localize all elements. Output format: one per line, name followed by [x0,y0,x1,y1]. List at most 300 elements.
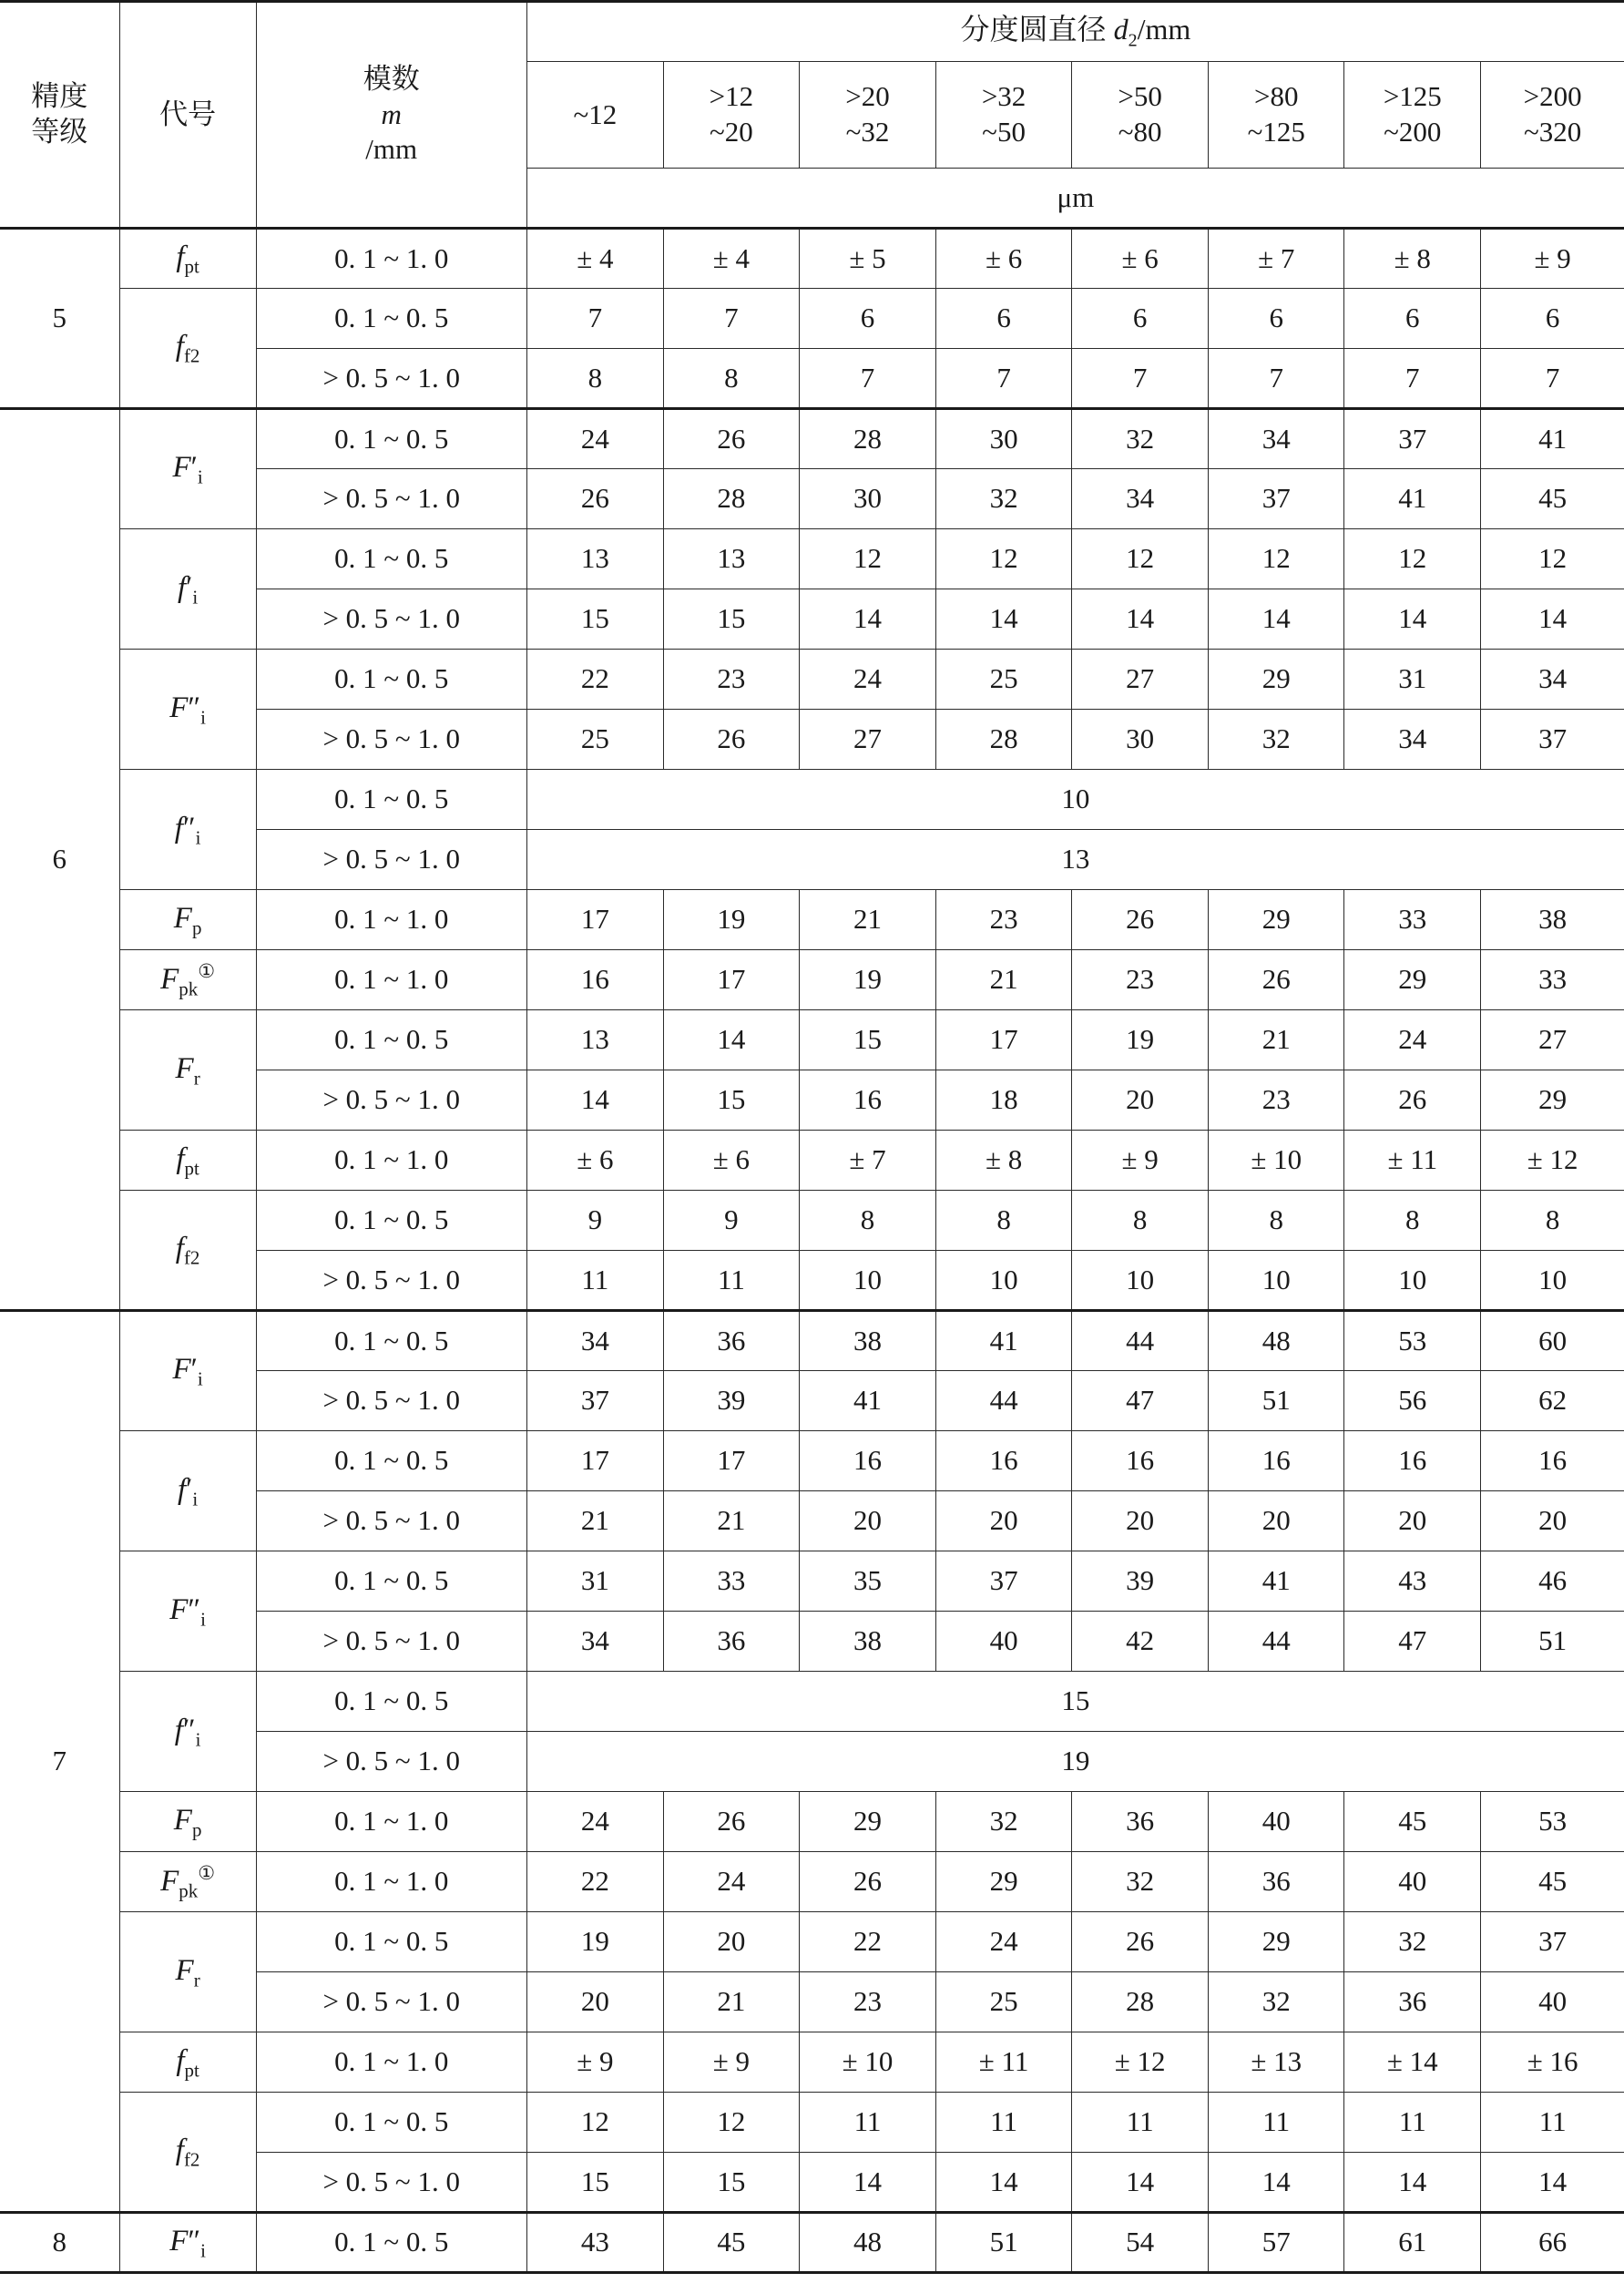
code-cell: $f_{pt}$ [119,229,256,289]
value-cell: 37 [1481,1912,1624,1972]
value-cell: 26 [663,409,799,469]
code-cell: $f''_i$ [119,770,256,890]
value-cell: 14 [936,589,1072,650]
value-cell: 25 [526,710,663,770]
value-cell: 36 [663,1311,799,1371]
value-cell: ± 10 [799,2032,935,2093]
value-cell: 16 [799,1431,935,1491]
module-cell: 0. 1 ~ 0. 5 [256,1010,526,1070]
value-cell: 14 [1072,2153,1209,2213]
value-cell: 31 [1344,650,1481,710]
table-row [0,2032,1624,2093]
value-cell: 12 [526,2093,663,2153]
value-cell: 12 [936,529,1072,589]
value-cell: 23 [1209,1070,1344,1131]
code-cell: $F_{pk}^①$ [119,1852,256,1912]
table-row [0,1010,1624,1070]
header-diameter-col: ~12 [526,62,663,169]
value-cell: 21 [1209,1010,1344,1070]
module-cell: 0. 1 ~ 0. 5 [256,1912,526,1972]
value-cell: ± 9 [1072,1131,1209,1191]
value-span-cell: 19 [526,1732,1624,1792]
value-cell: 16 [936,1431,1072,1491]
value-cell: 39 [663,1371,799,1431]
value-cell: 34 [526,1311,663,1371]
value-cell: 45 [1481,1852,1624,1912]
value-cell: 10 [799,1251,935,1311]
value-span-cell: 15 [526,1672,1624,1732]
value-cell: 34 [1209,409,1344,469]
value-cell: 26 [526,469,663,529]
module-cell: 0. 1 ~ 1. 0 [256,229,526,289]
module-cell: 0. 1 ~ 0. 5 [256,529,526,589]
header-diameter-col: >50 ~80 [1072,62,1209,169]
module-cell: 0. 1 ~ 0. 5 [256,2093,526,2153]
value-cell: 14 [1481,2153,1624,2213]
value-cell: 40 [1344,1852,1481,1912]
module-cell: > 0. 5 ~ 1. 0 [256,1491,526,1551]
module-cell: > 0. 5 ~ 1. 0 [256,2153,526,2213]
value-cell: ± 14 [1344,2032,1481,2093]
value-cell: 8 [1344,1191,1481,1251]
value-cell: 35 [799,1551,935,1612]
value-cell: 17 [663,1431,799,1491]
value-cell: 28 [663,469,799,529]
value-cell: ± 12 [1481,1131,1624,1191]
value-cell: 40 [936,1612,1072,1672]
value-cell: 20 [799,1491,935,1551]
value-cell: ± 12 [1072,2032,1209,2093]
value-cell: 16 [1344,1431,1481,1491]
value-cell: 47 [1344,1612,1481,1672]
header-diameter-col: >12 ~20 [663,62,799,169]
value-cell: 6 [936,289,1072,349]
value-cell: 6 [799,289,935,349]
table-row [0,1311,1624,1371]
code-cell: $f_{f2}$ [119,1191,256,1311]
value-cell: 8 [1481,1191,1624,1251]
value-cell: 16 [1209,1431,1344,1491]
value-cell: 24 [1344,1010,1481,1070]
table-row [0,1551,1624,1612]
module-cell: > 0. 5 ~ 1. 0 [256,1070,526,1131]
code-cell: $F''_i$ [119,650,256,770]
value-cell: 17 [526,1431,663,1491]
value-cell: 53 [1481,1792,1624,1852]
value-cell: 51 [936,2213,1072,2273]
value-cell: ± 8 [936,1131,1072,1191]
value-cell: 16 [799,1070,935,1131]
value-cell: ± 6 [1072,229,1209,289]
value-span-cell: 13 [526,830,1624,890]
value-cell: 8 [799,1191,935,1251]
module-cell: 0. 1 ~ 1. 0 [256,1131,526,1191]
value-cell: 12 [799,529,935,589]
value-cell: 8 [663,349,799,409]
value-cell: 11 [1209,2093,1344,2153]
value-cell: 62 [1481,1371,1624,1431]
value-cell: 40 [1481,1972,1624,2032]
code-cell: $f''_i$ [119,1672,256,1792]
value-cell: 24 [663,1852,799,1912]
value-cell: 13 [526,529,663,589]
value-cell: 21 [663,1972,799,2032]
value-cell: 24 [526,409,663,469]
value-cell: 7 [663,289,799,349]
value-cell: 60 [1481,1311,1624,1371]
value-cell: 33 [663,1551,799,1612]
code-cell: $f'_i$ [119,1431,256,1551]
value-cell: 46 [1481,1551,1624,1612]
value-cell: 21 [526,1491,663,1551]
grade-cell: 5 [0,229,119,409]
value-cell: 38 [799,1311,935,1371]
value-cell: 12 [1209,529,1344,589]
value-cell: 14 [936,2153,1072,2213]
value-cell: 45 [1344,1792,1481,1852]
value-cell: 34 [526,1612,663,1672]
value-cell: ± 13 [1209,2032,1344,2093]
value-cell: 7 [1344,349,1481,409]
value-cell: 53 [1344,1311,1481,1371]
value-cell: ± 9 [663,2032,799,2093]
module-cell: > 0. 5 ~ 1. 0 [256,1972,526,2032]
value-cell: 20 [1072,1491,1209,1551]
value-cell: 10 [1481,1251,1624,1311]
value-cell: 47 [1072,1371,1209,1431]
value-cell: 48 [799,2213,935,2273]
value-cell: 33 [1344,890,1481,950]
value-cell: 57 [1209,2213,1344,2273]
value-cell: 36 [1209,1852,1344,1912]
value-cell: 51 [1209,1371,1344,1431]
value-cell: 19 [1072,1010,1209,1070]
value-cell: 24 [526,1792,663,1852]
value-cell: 11 [936,2093,1072,2153]
value-cell: 14 [1344,2153,1481,2213]
value-cell: 21 [663,1491,799,1551]
value-cell: 8 [936,1191,1072,1251]
value-cell: 8 [1209,1191,1344,1251]
value-cell: 56 [1344,1371,1481,1431]
value-cell: 22 [526,1852,663,1912]
table-row [0,1431,1624,1491]
value-cell: 34 [1344,710,1481,770]
value-cell: 20 [526,1972,663,2032]
module-cell: 0. 1 ~ 0. 5 [256,289,526,349]
value-cell: 20 [1481,1491,1624,1551]
value-cell: 20 [936,1491,1072,1551]
value-cell: 29 [799,1792,935,1852]
value-cell: 14 [1209,2153,1344,2213]
value-cell: 42 [1072,1612,1209,1672]
value-cell: 15 [526,589,663,650]
value-cell: 26 [1209,950,1344,1010]
module-cell: 0. 1 ~ 1. 0 [256,1852,526,1912]
module-cell: 0. 1 ~ 0. 5 [256,650,526,710]
value-cell: 30 [799,469,935,529]
code-cell: $f_{f2}$ [119,2093,256,2213]
value-cell: 48 [1209,1311,1344,1371]
value-cell: 6 [1209,289,1344,349]
value-cell: ± 7 [1209,229,1344,289]
code-cell: $F_r$ [119,1912,256,2032]
value-cell: 44 [1072,1311,1209,1371]
value-cell: 12 [663,2093,799,2153]
module-cell: 0. 1 ~ 0. 5 [256,1311,526,1371]
value-cell: 51 [1481,1612,1624,1672]
value-cell: 25 [936,650,1072,710]
value-cell: 37 [936,1551,1072,1612]
value-cell: 26 [1072,1912,1209,1972]
value-cell: 19 [799,950,935,1010]
value-cell: 14 [799,589,935,650]
value-cell: 19 [663,890,799,950]
value-cell: 20 [1344,1491,1481,1551]
module-cell: 0. 1 ~ 0. 5 [256,1191,526,1251]
value-cell: 16 [1072,1431,1209,1491]
value-cell: 7 [526,289,663,349]
value-cell: 12 [1072,529,1209,589]
value-cell: 13 [663,529,799,589]
value-cell: 10 [1072,1251,1209,1311]
code-cell: $F_r$ [119,1010,256,1131]
value-cell: 32 [1209,1972,1344,2032]
module-cell: 0. 1 ~ 0. 5 [256,409,526,469]
value-cell: 66 [1481,2213,1624,2273]
module-cell: 0. 1 ~ 1. 0 [256,890,526,950]
value-cell: 7 [1209,349,1344,409]
code-cell: $F_{pk}^①$ [119,950,256,1010]
value-cell: ± 9 [526,2032,663,2093]
header-diameter-col: >80 ~125 [1209,62,1344,169]
value-cell: 23 [663,650,799,710]
value-cell: 14 [526,1070,663,1131]
value-cell: 13 [526,1010,663,1070]
value-cell: 15 [663,2153,799,2213]
table-row [0,1792,1624,1852]
value-span-cell: 10 [526,770,1624,830]
value-cell: 11 [1344,2093,1481,2153]
value-cell: 54 [1072,2213,1209,2273]
value-cell: ± 6 [526,1131,663,1191]
module-cell: > 0. 5 ~ 1. 0 [256,1251,526,1311]
module-cell: > 0. 5 ~ 1. 0 [256,469,526,529]
value-cell: 36 [1344,1972,1481,2032]
value-cell: 14 [1072,589,1209,650]
value-cell: 32 [1344,1912,1481,1972]
value-cell: 26 [799,1852,935,1912]
module-cell: > 0. 5 ~ 1. 0 [256,1612,526,1672]
value-cell: 43 [526,2213,663,2273]
table-row [0,950,1624,1010]
value-cell: 7 [1481,349,1624,409]
value-cell: 17 [663,950,799,1010]
value-cell: 7 [936,349,1072,409]
grade-cell: 6 [0,409,119,1311]
table-row [0,409,1624,469]
table-row [0,650,1624,710]
table-row [0,1191,1624,1251]
value-cell: 33 [1481,950,1624,1010]
table-row [0,529,1624,589]
value-cell: 7 [799,349,935,409]
value-cell: 36 [1072,1792,1209,1852]
module-cell: 0. 1 ~ 1. 0 [256,950,526,1010]
table-row [0,289,1624,349]
module-cell: > 0. 5 ~ 1. 0 [256,1732,526,1792]
value-cell: 23 [936,890,1072,950]
value-cell: 44 [1209,1612,1344,1672]
header-diameter-col: >200 ~320 [1481,62,1624,169]
value-cell: 37 [1209,469,1344,529]
value-cell: 30 [936,409,1072,469]
value-cell: 23 [799,1972,935,2032]
value-cell: 45 [1481,469,1624,529]
value-cell: 41 [799,1371,935,1431]
table-row [0,229,1624,289]
value-cell: 20 [663,1912,799,1972]
module-cell: > 0. 5 ~ 1. 0 [256,830,526,890]
value-cell: 10 [936,1251,1072,1311]
value-cell: 28 [1072,1972,1209,2032]
value-cell: 12 [1481,529,1624,589]
value-cell: 22 [526,650,663,710]
value-cell: 31 [526,1551,663,1612]
value-cell: 11 [526,1251,663,1311]
value-cell: 37 [1481,710,1624,770]
value-cell: 11 [663,1251,799,1311]
module-cell: > 0. 5 ~ 1. 0 [256,710,526,770]
value-cell: 44 [936,1371,1072,1431]
value-cell: ± 11 [936,2032,1072,2093]
code-cell: $f_{pt}$ [119,2032,256,2093]
code-cell: $F'_i$ [119,409,256,529]
value-cell: 43 [1344,1551,1481,1612]
value-cell: 30 [1072,710,1209,770]
module-cell: > 0. 5 ~ 1. 0 [256,1371,526,1431]
header-grade: 精度 等级 [0,2,119,229]
value-cell: 41 [936,1311,1072,1371]
value-cell: ± 5 [799,229,935,289]
module-cell: 0. 1 ~ 0. 5 [256,1431,526,1491]
value-cell: ± 8 [1344,229,1481,289]
header-diameter-col: >32 ~50 [936,62,1072,169]
value-cell: 25 [936,1972,1072,2032]
value-cell: ± 9 [1481,229,1624,289]
value-cell: 11 [1072,2093,1209,2153]
header-diameter-col: >125 ~200 [1344,62,1481,169]
value-cell: 32 [1209,710,1344,770]
module-cell: 0. 1 ~ 0. 5 [256,2213,526,2273]
value-cell: 37 [1344,409,1481,469]
value-cell: 27 [1481,1010,1624,1070]
value-cell: 38 [1481,890,1624,950]
value-cell: 8 [526,349,663,409]
value-cell: 29 [1209,890,1344,950]
value-cell: 11 [799,2093,935,2153]
value-cell: 41 [1481,409,1624,469]
value-cell: 21 [799,890,935,950]
table-row [0,1131,1624,1191]
value-cell: 6 [1072,289,1209,349]
value-cell: 38 [799,1612,935,1672]
value-cell: 17 [526,890,663,950]
value-cell: 41 [1344,469,1481,529]
value-cell: 45 [663,2213,799,2273]
value-cell: 36 [663,1612,799,1672]
value-cell: 14 [1209,589,1344,650]
value-cell: 32 [1072,409,1209,469]
value-cell: 14 [663,1010,799,1070]
value-cell: 41 [1209,1551,1344,1612]
value-cell: 37 [526,1371,663,1431]
module-cell: 0. 1 ~ 0. 5 [256,1551,526,1612]
value-cell: 29 [1481,1070,1624,1131]
code-cell: $F''_i$ [119,2213,256,2273]
value-cell: 12 [1344,529,1481,589]
value-cell: 29 [1344,950,1481,1010]
value-cell: ± 6 [663,1131,799,1191]
value-cell: 9 [526,1191,663,1251]
value-cell: 14 [1481,589,1624,650]
value-cell: 29 [1209,650,1344,710]
code-cell: $F''_i$ [119,1551,256,1672]
value-cell: 6 [1481,289,1624,349]
value-cell: 23 [1072,950,1209,1010]
grade-cell: 7 [0,1311,119,2213]
value-cell: 34 [1481,650,1624,710]
value-cell: 17 [936,1010,1072,1070]
value-cell: ± 4 [663,229,799,289]
value-cell: ± 6 [936,229,1072,289]
value-cell: 20 [1209,1491,1344,1551]
value-cell: 61 [1344,2213,1481,2273]
value-cell: 39 [1072,1551,1209,1612]
value-cell: 24 [936,1912,1072,1972]
value-cell: 15 [526,2153,663,2213]
table-row [0,1672,1624,1732]
value-cell: 29 [1209,1912,1344,1972]
value-cell: 7 [1072,349,1209,409]
code-cell: $F_p$ [119,890,256,950]
table-row [0,890,1624,950]
code-cell: $f_{f2}$ [119,289,256,409]
value-cell: 19 [526,1912,663,1972]
value-cell: 29 [936,1852,1072,1912]
value-cell: 8 [1072,1191,1209,1251]
value-cell: ± 10 [1209,1131,1344,1191]
header-code: 代号 [119,2,256,229]
header-diameter-col: >20 ~32 [799,62,935,169]
value-cell: 32 [936,469,1072,529]
value-cell: 14 [799,2153,935,2213]
code-cell: $F'_i$ [119,1311,256,1431]
header-diameter-title: 分度圆直径 $d_2/mm$ [526,2,1624,62]
grade-cell: 8 [0,2213,119,2273]
value-cell: 26 [1072,890,1209,950]
value-cell: 32 [1072,1852,1209,1912]
value-cell: 27 [1072,650,1209,710]
table-row [0,1852,1624,1912]
code-cell: $f_{pt}$ [119,1131,256,1191]
value-cell: 24 [799,650,935,710]
value-cell: 15 [663,1070,799,1131]
module-cell: 0. 1 ~ 1. 0 [256,1792,526,1852]
module-cell: 0. 1 ~ 0. 5 [256,770,526,830]
module-cell: > 0. 5 ~ 1. 0 [256,349,526,409]
value-cell: 32 [936,1792,1072,1852]
